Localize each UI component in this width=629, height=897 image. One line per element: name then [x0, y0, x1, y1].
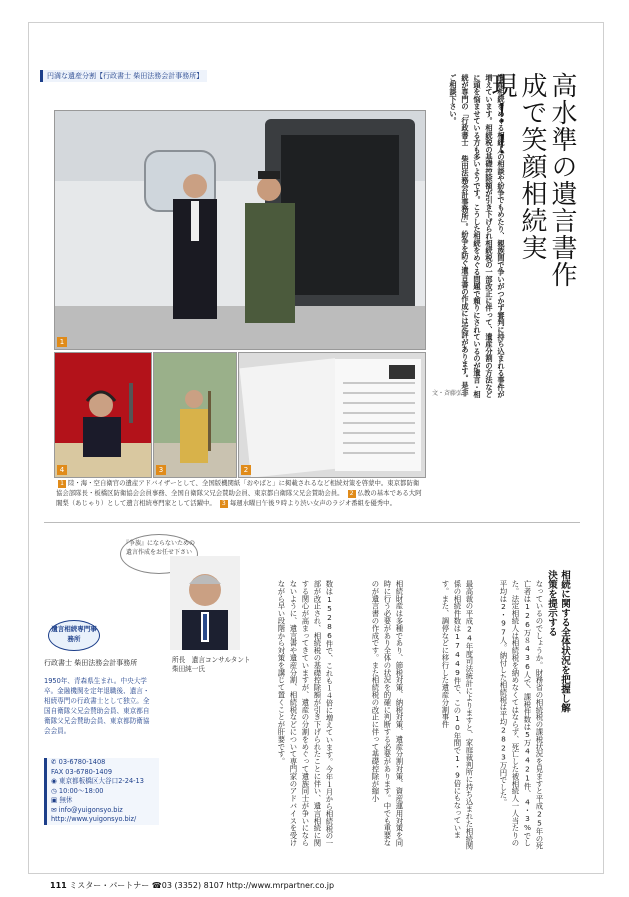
magazine-phone: ☎03 (3352) 8107	[151, 881, 224, 890]
subheading: 相続に関する全体状況を把握し解決策を提示する	[546, 570, 570, 713]
caption-number: 1	[58, 480, 66, 488]
lead-paragraph: 遺産相続をめぐる相続人の相談や紛争でもめたり、親族間で争いがつかず審判に持ち込まれる事件が増えています。相続税の基礎控除額が引き下げられ相続税の一部改正に伴って、遺産分割の方法などに頭を悩ませている方も多いようです。こうした相続をめぐる問題で頼りにされているのが遺言・相続が専門の「行政書士 柴田法務会計事務所」。紛争を防ぐ遺言書の作成には定評があります。是非ご相談下さい。	[449, 74, 506, 398]
caption-text-3: 毎週水曜日午後９時より渋い女声のラジオ番組を優秀中。	[229, 499, 396, 507]
body-column-2: 数は15286件で、これも１４倍に増えています。今年１月から相続税の一部が改正され、相続税の基礎控除額が引き下げられたことに伴い、遺言相続に関する関心が高まってきていますが、遺産の分割をめぐって遺族同士が争いにならないように、遺言書や遺産分割、相続税などについて専門家のアドバイスを受けながら早い段階から対策を講じて置くことが肝要です。	[277, 580, 334, 847]
address: 東京都板橋区大谷口2-24-13	[58, 777, 144, 785]
profile-role: 所長 遺言コンサルタント	[172, 656, 251, 664]
photo-number: 3	[156, 465, 166, 475]
photo-number: 4	[57, 465, 67, 475]
contact-box	[44, 758, 159, 825]
speech-bubble: 『争族』にならないための遺言作成をお任せ下さい	[120, 534, 198, 574]
newspaper-photo	[238, 352, 426, 478]
specialty-badge: 遺言相続専門事務所	[48, 620, 100, 651]
photo-number: 1	[57, 337, 67, 347]
page-number: 111	[50, 881, 67, 890]
phone-line	[51, 758, 159, 768]
email-link[interactable]: info@yuigonsyo.biz	[58, 805, 123, 814]
caption-number: 2	[348, 490, 356, 498]
newspaper-image	[239, 353, 425, 477]
caption-text-1: 陸・海・空自衛官の遺産アドバイザーとして、全国版機関紙「おやばと」に掲載されるなど相続対策を啓蒙中。東京都防衛協会部隊長・板橋区防衛協会会員事務、全国自衛隊父兄会賛助会員、東京都自衛隊父兄会賛助会員。	[56, 479, 420, 497]
holiday: 無休	[59, 796, 73, 804]
monk-photo	[153, 352, 237, 478]
body-column-4: なっているのでしょうか。財務省の相続税の課税状況を見ますと平成25年の死亡者は126万８436人で、課税件数は5万4421件、4・3%でした。法定相続人は相続税を納めなくてはならず、死亡した被相続人一人当たりの平均は2・97人。納付した相続税は平均2823万円でした。	[499, 580, 544, 850]
body-column-3: 相続財産は多種であり、節税対策、納税対策、遺産分割対策、資産運用対策を同時に行う必要があり全体の状況を的確に判断する必要があります。中でも重要なのが遺言書の作成です。また相続税の改正に伴って基礎控除が縮小	[371, 580, 404, 847]
calendar-icon: ▣	[51, 796, 58, 804]
body-column-1: 最高裁の平成24年度司法統計によりますと、家庭裁判所に持ち込まれた相続関係の相続件数は17449件で、この10年間で1・9倍にもなっています。また、調停などに移行した遺産分割事件	[441, 580, 474, 850]
portrait-image	[170, 556, 240, 650]
article-title: 高水準の遺言書作成で笑顔相続実現!!	[487, 72, 577, 288]
section-tag: 円満な遺産分割【行政書士 柴田法務会計事務所】	[40, 70, 207, 82]
photo-caption	[56, 478, 422, 508]
magazine-url[interactable]: http://www.mrpartner.co.jp	[226, 881, 335, 890]
fax-number: FAX 03-6780-1409	[51, 767, 113, 776]
phone-icon: ✆	[51, 758, 57, 766]
mail-icon: ✉	[51, 805, 57, 814]
radio-image	[55, 353, 151, 477]
caption-text-2: 仏教の基本である大阿闍梨（あじゃり）として遺言相続専門家として活躍中。	[56, 489, 422, 507]
radio-photo	[54, 352, 152, 478]
page-footer	[50, 880, 334, 891]
profile-name: 柴田純一氏	[172, 665, 205, 673]
helicopter-image	[55, 111, 425, 349]
email-line	[51, 806, 159, 816]
caption-number: 3	[220, 500, 228, 508]
section-divider	[44, 522, 580, 523]
helicopter-photo	[54, 110, 426, 350]
office-hours: 10:00～18:00	[58, 786, 104, 795]
portrait-caption	[172, 656, 251, 674]
holiday-line	[51, 796, 159, 806]
profile-bio: 1950年、青森県生まれ。中央大学卒。金融機関を定年退職後、遺言・相続専門の行政書士として独立。全国自衛隊父兄会賛助会員、東京都自衛隊父兄会賛助会員、東京都防衛協会会員。	[44, 677, 150, 735]
portrait-photo	[170, 556, 240, 650]
clock-icon: ◷	[51, 786, 57, 795]
address-line	[51, 777, 159, 787]
magazine-name: ミスター・パートナー	[69, 881, 150, 890]
byline: 文・斉藤弘	[432, 390, 463, 397]
phone-number[interactable]: 03-6780-1408	[58, 758, 106, 766]
map-pin-icon: ◉	[51, 777, 57, 785]
office-name: 行政書士 柴田法務会計事務所	[44, 659, 138, 667]
hours-line	[51, 787, 159, 797]
website-link[interactable]: http://www.yuigonsyo.biz/	[51, 815, 137, 823]
photo-number: 2	[241, 465, 251, 475]
monk-image	[154, 353, 236, 477]
